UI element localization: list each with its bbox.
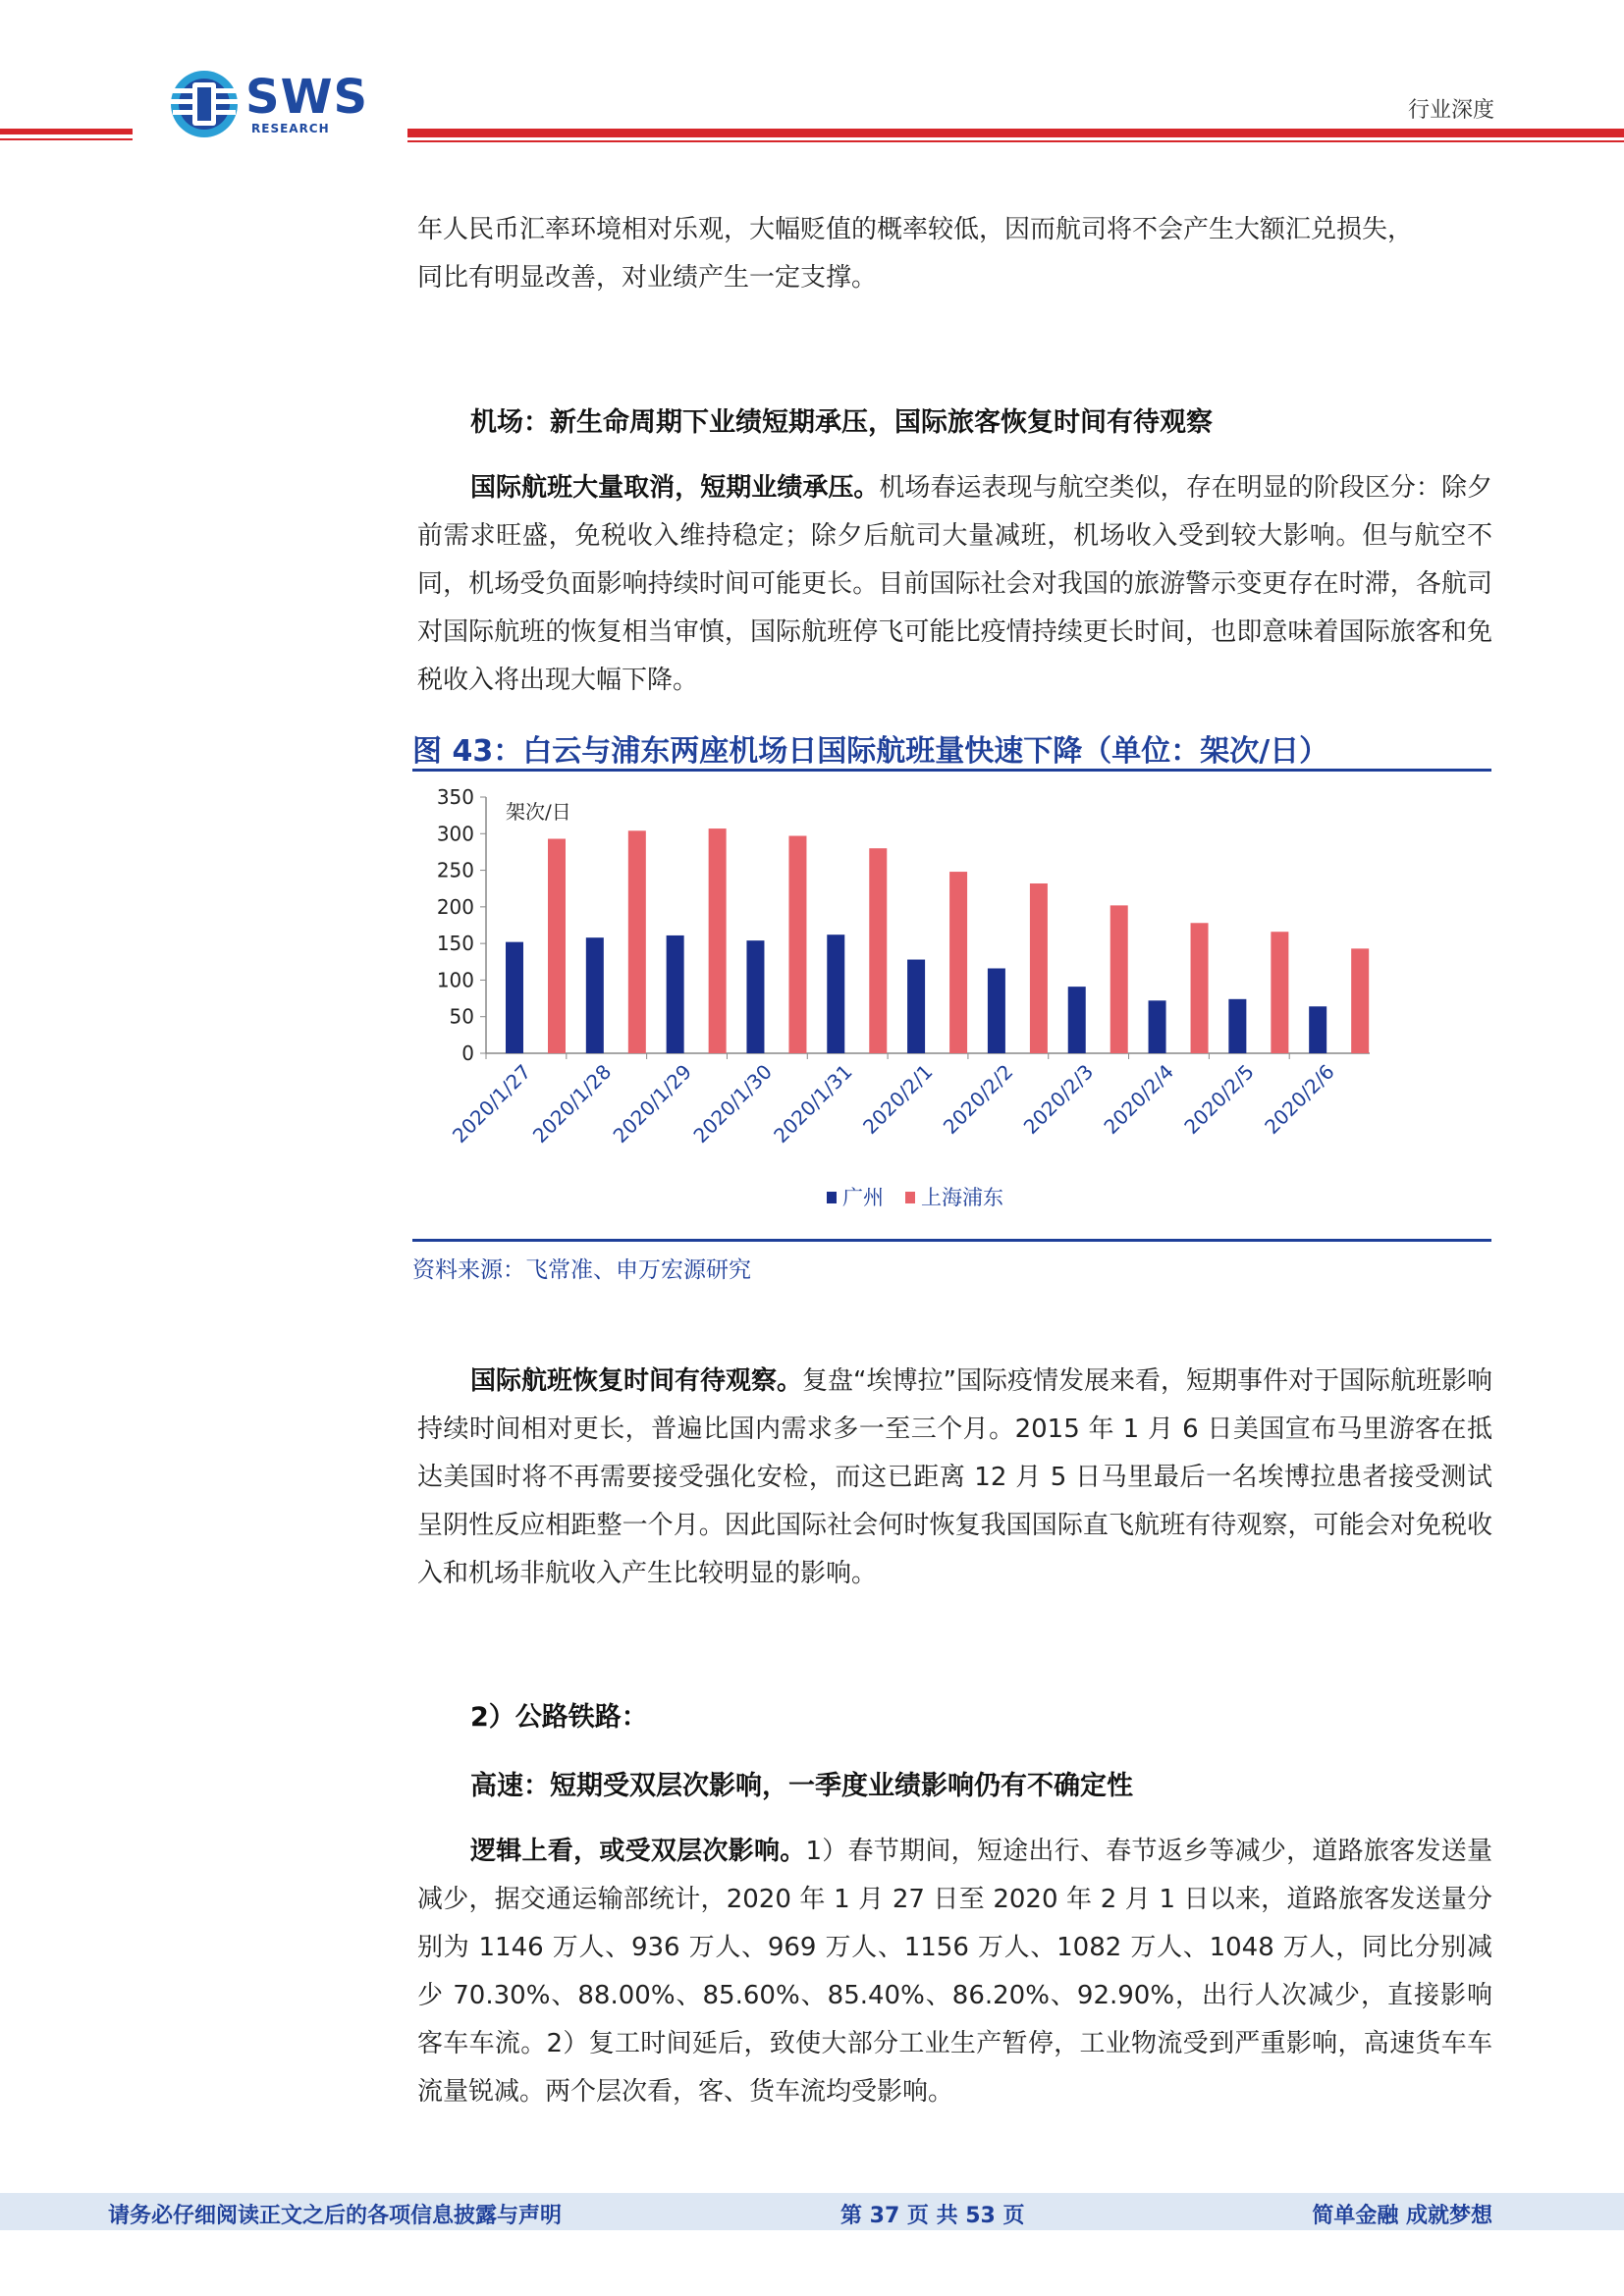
intro-line-2: 同比有明显改善，对业绩产生一定支撑。 (417, 263, 878, 293)
bar-guangzhou (667, 935, 684, 1053)
figure-rule-top (412, 769, 1491, 772)
bar-pudong (1191, 923, 1209, 1053)
footer-slogan: 简单金融 成就梦想 (1312, 2204, 1492, 2228)
y-tick-label: 350 (436, 785, 474, 809)
airport-heading: 机场：新生命周期下业绩短期承压，国际旅客恢复时间有待观察 (470, 407, 1213, 438)
figure-source: 资料来源：飞常准、申万宏源研究 (412, 1257, 751, 1283)
x-tick-label: 2020/2/1 (858, 1059, 938, 1140)
bar-guangzhou (988, 968, 1005, 1053)
bar-pudong (628, 830, 646, 1053)
bar-pudong (949, 872, 967, 1053)
bar-guangzhou (506, 942, 523, 1053)
y-tick-label: 0 (461, 1041, 474, 1065)
bar-guangzhou (746, 940, 764, 1053)
x-tick-label: 2020/1/27 (447, 1059, 536, 1148)
x-tick-label: 2020/2/2 (938, 1059, 1018, 1140)
legend-swatch (905, 1192, 915, 1203)
y-tick-label: 50 (449, 1004, 474, 1029)
bar-guangzhou (1068, 987, 1086, 1053)
legend-swatch (827, 1192, 837, 1203)
figure-title: 图 43：白云与浦东两座机场日国际航班量快速下降（单位：架次/日） (412, 734, 1329, 769)
bar-guangzhou (827, 934, 844, 1053)
header-rule-left-thin (0, 138, 133, 140)
recovery-paragraph (417, 1358, 1492, 1598)
x-tick-label: 2020/1/31 (769, 1059, 857, 1148)
x-tick-label: 2020/1/29 (608, 1059, 697, 1148)
y-tick-label: 150 (436, 932, 474, 956)
flights-bar-chart (412, 775, 1491, 1237)
bar-pudong (709, 828, 727, 1053)
y-tick-label: 250 (436, 858, 474, 882)
sws-logo-icon (169, 69, 240, 139)
footer-page-number: 第 37 页 共 53 页 (840, 2204, 1025, 2228)
figure-rule-bottom (412, 1239, 1491, 1242)
intro-paragraph (417, 206, 1492, 302)
x-tick-label: 2020/2/4 (1099, 1059, 1178, 1140)
road-heading: 2）公路铁路： (470, 1702, 648, 1733)
section-label: 行业深度 (1407, 98, 1494, 123)
highway-subheading: 高速：短期受双层次影响，一季度业绩影响仍有不确定性 (470, 1771, 1133, 1801)
header-rule-left (0, 129, 133, 134)
bar-pudong (869, 848, 887, 1053)
bar-pudong (548, 839, 566, 1053)
x-tick-label: 2020/2/3 (1018, 1059, 1099, 1140)
bar-guangzhou (907, 960, 925, 1053)
bar-pudong (1351, 948, 1369, 1053)
recovery-body: 复盘“埃博拉”国际疫情发展来看，短期事件对于国际航班影响持续时间相对更长，普遍比国内需求多一至三个月。2015 年 1 月 6 日美国宣布马里游客在抵达美国时将不再需要接受强化安检，而这已距离 12 月 5 日马里最后一名埃博拉患者接受测试呈阴性反应相距整一个月。因此国际社会何时恢复我国国际直飞航班有待观察，可能会对免税收入和机场非航收入产生比较明显的影响。 (417, 1366, 1492, 1588)
x-tick-label: 2020/1/30 (688, 1059, 777, 1148)
x-tick-label: 2020/2/5 (1179, 1059, 1259, 1140)
highway-paragraph (417, 1828, 1492, 2116)
legend-label: 上海浦东 (921, 1186, 1003, 1209)
bar-pudong (1271, 932, 1288, 1053)
logo-text: SWS (245, 70, 369, 125)
footer-disclaimer: 请务必仔细阅读正文之后的各项信息披露与声明 (108, 2204, 563, 2228)
y-tick-label: 200 (436, 894, 474, 919)
recovery-lead: 国际航班恢复时间有待观察。 (470, 1366, 803, 1396)
y-tick-label: 300 (436, 822, 474, 846)
highway-body: 1）春节期间，短途出行、春节返乡等减少，道路旅客发送量减少，据交通运输部统计，2020 年 1 月 27 日至 2020 年 2 月 1 日以来，道路旅客发送量分别为 1146 万人、936 万人、969 万人、1156 万人、1082 万人、1048 万人，同比分别减少 70.30%、88.00%、85.60%、85.40%、86.20%、92.90%，出行人次减少，直接影响客车车流。2）复工时间延后，致使大部分工业生产暂停，工业物流受到严重影响，高速货车车流量锐减。两个层次看，客、货车流均受影响。 (417, 1837, 1492, 2107)
y-tick-label: 100 (436, 968, 474, 992)
y-axis-unit-label: 架次/日 (506, 800, 571, 824)
legend-label: 广州 (842, 1186, 884, 1209)
bar-guangzhou (586, 937, 604, 1053)
bar-pudong (1030, 883, 1048, 1053)
logo-subtext: RESEARCH (251, 122, 330, 135)
bar-guangzhou (1149, 1000, 1166, 1053)
highway-lead: 逻辑上看，或受双层次影响。 (470, 1837, 806, 1866)
x-tick-label: 2020/1/28 (527, 1059, 617, 1148)
intro-line-1: 年人民币汇率环境相对乐观，大幅贬值的概率较低，因而航司将不会产生大额汇兑损失， (417, 215, 1414, 244)
header-rule-right (407, 129, 1624, 137)
header-rule-right-thin (407, 140, 1624, 142)
bar-guangzhou (1309, 1006, 1326, 1053)
bar-guangzhou (1228, 999, 1246, 1053)
x-tick-label: 2020/2/6 (1260, 1059, 1339, 1140)
sws-logo (169, 65, 385, 143)
bar-pudong (1110, 905, 1128, 1053)
bar-pudong (788, 836, 806, 1053)
airport-lead: 国际航班大量取消，短期业绩承压。 (470, 473, 880, 503)
airport-paragraph (417, 464, 1492, 705)
airport-body: 机场春运表现与航空类似，存在明显的阶段区分：除夕前需求旺盛，免税收入维持稳定；除夕后航司大量减班，机场收入受到较大影响。但与航空不同，机场受负面影响持续时间可能更长。目前国际社会对我国的旅游警示变更存在时滞，各航司对国际航班的恢复相当审慎，国际航班停飞可能比疫情持续更长时间，也即意味着国际旅客和免税收入将出现大幅下降。 (417, 473, 1492, 695)
